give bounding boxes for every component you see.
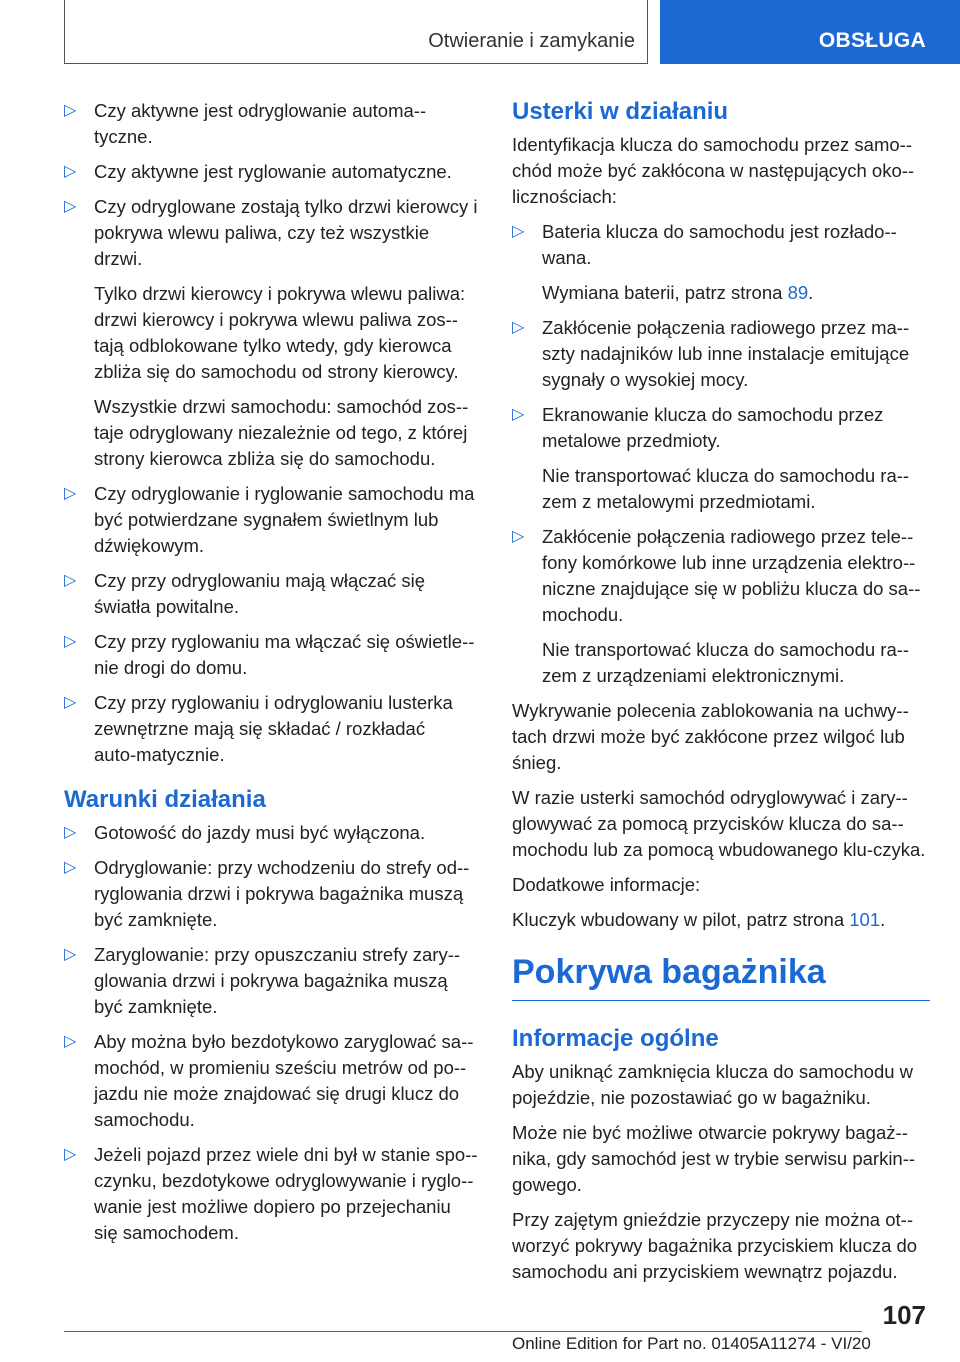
page-number: 107 (882, 1300, 926, 1330)
list-item-text: Zaryglowanie: przy opuszczaniu strefy zary-glowania drzwi i pokrywa bagażnika muszą być zamknięte. (94, 944, 461, 1017)
triangle-bullet-icon: ▷ (64, 694, 77, 711)
chapter-tab (660, 0, 960, 64)
list-item-text: Czy odryglowanie i ryglowanie samochodu ma być potwierdzane sygnałem świetlnym lub dźwiękowym. (94, 483, 475, 556)
list-item (64, 820, 478, 846)
list-item (64, 629, 478, 681)
footer-divider (64, 1331, 862, 1332)
triangle-bullet-icon: ▷ (64, 633, 77, 650)
list-item-text: Wszystkie drzwi samochodu: samochód zos-taje odryglowany niezależnie od tego, z której strony kierowca zbliża się do samochodu. (94, 396, 469, 469)
list-item-text: Bateria klucza do samochodu jest rozłado-wana. (542, 221, 897, 268)
list-item (64, 1029, 478, 1133)
list-item (64, 942, 478, 1020)
shield-note: Nie transportować klucza do samochodu ra-zem z metalowymi przedmiotami. (542, 465, 910, 512)
list-item (64, 159, 478, 185)
list-item-phones (512, 524, 930, 689)
battery-note: Wymiana baterii, patrz strona 89. (542, 282, 814, 303)
list-item-text: Zakłócenie połączenia radiowego przez ma-szty nadajników lub inne instalacje emitujące sygnały o wysokiej mocy. (542, 317, 910, 390)
footer-edition: Online Edition for Part no. 01405A11274 - VI/20 (512, 1334, 871, 1353)
list-item (64, 690, 478, 768)
list-item-text: Czy aktywne jest ryglowanie automatyczne. (94, 161, 452, 182)
list-item (64, 568, 478, 620)
settings-list (64, 98, 478, 768)
triangle-bullet-icon: ▷ (512, 528, 525, 545)
list-item-text: Ekranowanie klucza do samochodu przez metalowe przedmioty. (542, 404, 884, 451)
triangle-bullet-icon: ▷ (512, 223, 525, 240)
conditions-list (64, 820, 478, 1246)
trunk-heading: Pokrywa bagażnika (512, 953, 930, 1001)
list-item-text: Czy odryglowane zostają tylko drzwi kierowcy i pokrywa wlewu paliwa, czy też wszystkie drzwi. (94, 196, 478, 269)
list-item-text: Zakłócenie połączenia radiowego przez tele-fony komórkowe lub inne urządzenia elektro-niczne znajdujące się w pobliżu klucza do sa-mochodu. (542, 526, 921, 625)
triangle-bullet-icon: ▷ (64, 946, 77, 963)
page-link-101[interactable]: 101 (849, 909, 881, 930)
list-item-text: Czy przy ryglowaniu i odryglowaniu lusterka zewnętrzne mają się składać / rozkładać auto-matycznie. (94, 692, 453, 765)
list-item-shield (512, 402, 930, 515)
list-item-text: Czy przy ryglowaniu ma włączać się oświetle-nie drogi do domu. (94, 631, 475, 678)
triangle-bullet-icon: ▷ (64, 1033, 77, 1050)
list-item-text: Jeżeli pojazd przez wiele dni był w stanie spo-czynku, bezdotykowe odryglowywanie i ryglo-wanie jest możliwe dopiero po przejechaniu się samochodem. (94, 1144, 478, 1243)
faults-heading: Usterki w działaniu (512, 98, 729, 125)
triangle-bullet-icon: ▷ (64, 1146, 77, 1163)
body-paragraph: Aby uniknąć zamknięcia klucza do samochodu w pojeździe, nie pozostawiać go w bagażniku. (512, 1061, 914, 1108)
body-paragraph: Może nie być możliwe otwarcie pokrywy bagaż-nika, gdy samochód jest w trybie serwisu parkin-gowego. (512, 1122, 916, 1195)
fault-paragraph: W razie usterki samochód odryglowywać i zary-glowywać za pomocą przycisków klucza do sa-mochodu lub za pomocą wbudowanego klu-czyka. (512, 787, 926, 860)
list-item (64, 194, 478, 472)
list-item-text: Aby można było bezdotykowo zaryglować sa-mochód, w promieniu sześciu metrów od po-jazdu nie może znajdować się drugi klucz do samochodu. (94, 1031, 474, 1130)
general-info-paragraphs (512, 1059, 930, 1285)
faults-intro: Identyfikacja klucza do samochodu przez samo-chód może być zakłócona w następujących oko-licznościach: (512, 134, 915, 207)
list-item (64, 1142, 478, 1246)
list-item (64, 855, 478, 933)
page-link-89[interactable]: 89 (787, 282, 809, 303)
triangle-bullet-icon: ▷ (64, 102, 77, 119)
triangle-bullet-icon: ▷ (64, 163, 77, 180)
right-column (512, 98, 930, 1294)
list-item-text: Gotowość do jazdy musi być wyłączona. (94, 822, 426, 843)
list-item-text: Czy aktywne jest odryglowanie automa-tyczne. (94, 100, 427, 147)
list-item-text: Odryglowanie: przy wchodzeniu do strefy od-ryglowania drzwi i pokrywa bagażnika muszą być zamknięte. (94, 857, 470, 930)
triangle-bullet-icon: ▷ (512, 319, 525, 336)
triangle-bullet-icon: ▷ (512, 406, 525, 423)
running-header (64, 0, 648, 64)
list-item (64, 481, 478, 559)
chapter-tab-label: OBSŁUGA (818, 29, 926, 52)
list-item (64, 98, 478, 150)
general-info-heading: Informacje ogólne (512, 1025, 719, 1052)
key-reference: Kluczyk wbudowany w pilot, patrz strona 101. (512, 909, 886, 930)
triangle-bullet-icon: ▷ (64, 859, 77, 876)
triangle-bullet-icon: ▷ (64, 824, 77, 841)
triangle-bullet-icon: ▷ (64, 572, 77, 589)
list-item-battery (512, 219, 930, 306)
list-item-radio (512, 315, 930, 393)
list-item-text: Czy przy odryglowaniu mają włączać się światła powitalne. (94, 570, 426, 617)
left-column (64, 98, 478, 1255)
triangle-bullet-icon: ▷ (64, 198, 77, 215)
section-title: Otwieranie i zamykanie (428, 30, 635, 52)
triangle-bullet-icon: ▷ (64, 485, 77, 502)
handles-paragraph: Wykrywanie polecenia zablokowania na uchwy-tach drzwi może być zakłócone przez wilgoć lub śnieg. (512, 700, 909, 773)
phones-note: Nie transportować klucza do samochodu ra-zem z urządzeniami elektronicznymi. (542, 639, 910, 686)
body-paragraph: Przy zajętym gnieździe przyczepy nie można ot-worzyć pokrywy bagażnika przyciskiem klucza do samochodu ani przyciskiem wewnątrz pojazdu. (512, 1209, 918, 1282)
list-item-text: Tylko drzwi kierowcy i pokrywa wlewu paliwa: drzwi kierowcy i pokrywa wlewu paliwa zos-tają odblokowane tylko wtedy, gdy kierowca zbliża się do samochodu od strony kierowcy. (94, 283, 466, 382)
additional-info-label: Dodatkowe informacje: (512, 874, 701, 895)
conditions-heading: Warunki działania (64, 786, 266, 813)
